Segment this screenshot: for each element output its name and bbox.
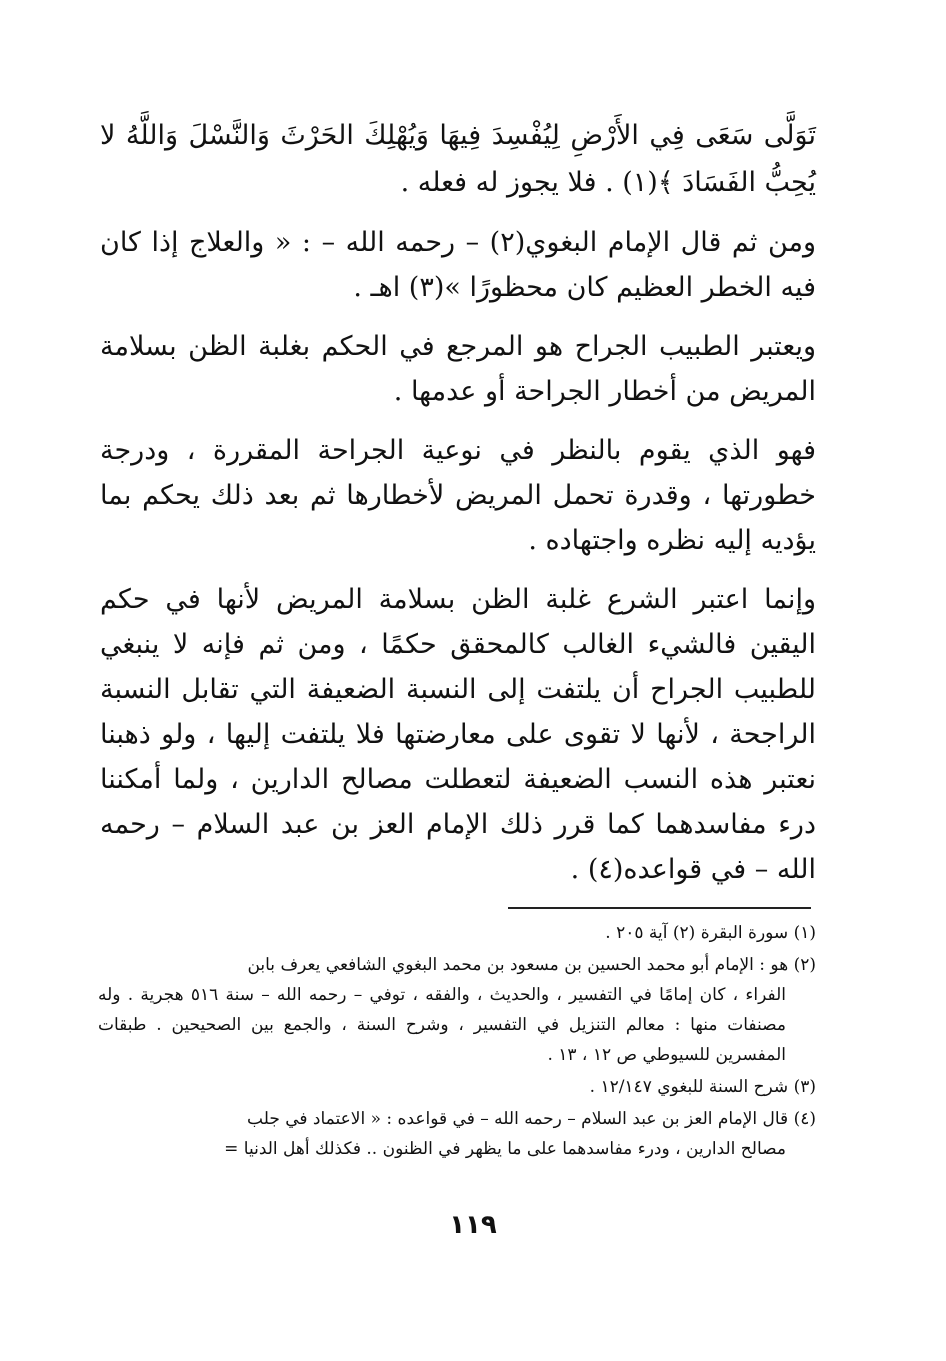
paragraph-surgeon-reference: ويعتبر الطبيب الجراح هو المرجع في الحكم بغلبة الظن بسلامة المريض من أخطار الجراحة أو عدمها . (100, 331, 816, 407)
main-text (100, 112, 816, 906)
paragraph-surgeon-assessment: فهو الذي يقوم بالنظر في نوعية الجراحة المقررة ، ودرجة خطورتها ، وقدرة تحمل المريض لأخطارها ثم بعد ذلك يحكم بما يؤديه إليه نظره واجتهاده . (100, 435, 816, 556)
footnote-3-text: (٣) شرح السنة للبغوي ١٢/١٤٧ . (589, 1077, 816, 1097)
paragraph-quran-verse: تَوَلَّى سَعَى فِي الأَرْضِ لِيُفْسِدَ فِيهَا وَيُهْلِكَ الحَرْثَ وَالنَّسْلَ وَاللَّهُ لا يُحِبُّ الفَسَادَ ﴾(١) . فلا يجوز له فعله . (100, 120, 816, 198)
paragraph-shariah-probability: وإنما اعتبر الشرع غلبة الظن بسلامة المريض لأنها في حكم اليقين فالشيء الغالب كالمحقق حكمًا ، ومن ثم فإنه لا ينبغي للطبيب الجراح أن يلتفت إلى النسبة الضعيفة التي تقابل النسبة الراجحة ، لأنها لا تقوى على معارضتها فلا يلتفت إليها ، ولو ذهبنا نعتبر هذه النسب الضعيفة لتعطلت مصالح الدارين ، ولما أمكننا درء مفاسدهما كما قرر ذلك الإمام العز بن عبد السلام – رحمه الله – في قواعده(٤) . (100, 584, 816, 885)
page-number: ١١٩ (449, 1210, 497, 1240)
footnote-3 (98, 1072, 816, 1102)
footnote-4-text: (٤) قال الإمام العز بن عبد السلام – رحمه الله – في قواعده : « الاعتماد في جلب (247, 1109, 816, 1129)
footnote-divider (508, 907, 811, 909)
footnotes (98, 918, 816, 1166)
footnote-4 (98, 1104, 816, 1164)
paragraph-baghawi-quote: ومن ثم قال الإمام البغوي(٢) – رحمه الله – : « والعلاج إذا كان فيه الخطر العظيم كان محظورًا »(٣) اهـ . (100, 227, 816, 303)
footnote-4-continuation: مصالح الدارين ، ودرء مفاسدهما على ما يظهر في الظنون .. فكذلك أهل الدنيا = (224, 1139, 786, 1159)
footnote-2-text: (٢) هو : الإمام أبو محمد الحسين بن مسعود بن محمد البغوي الشافعي يعرف بابن (247, 955, 816, 975)
footnote-1-text: (١) سورة البقرة (٢) آية ٢٠٥ . (605, 923, 816, 943)
footnote-1 (98, 918, 816, 948)
footnote-2 (98, 950, 816, 1070)
footnote-2-continuation: الفراء ، كان إمامًا في التفسير ، والحديث ، والفقه ، توفي – رحمه الله – سنة ٥١٦ هجرية . وله مصنفات منها : معالم التنزيل في التفسير ، وشرح السنة ، والجمع بين الصحيحين . طبقات المفسرين للسيوطي ص ١٢ ، ١٣ . (98, 985, 786, 1065)
